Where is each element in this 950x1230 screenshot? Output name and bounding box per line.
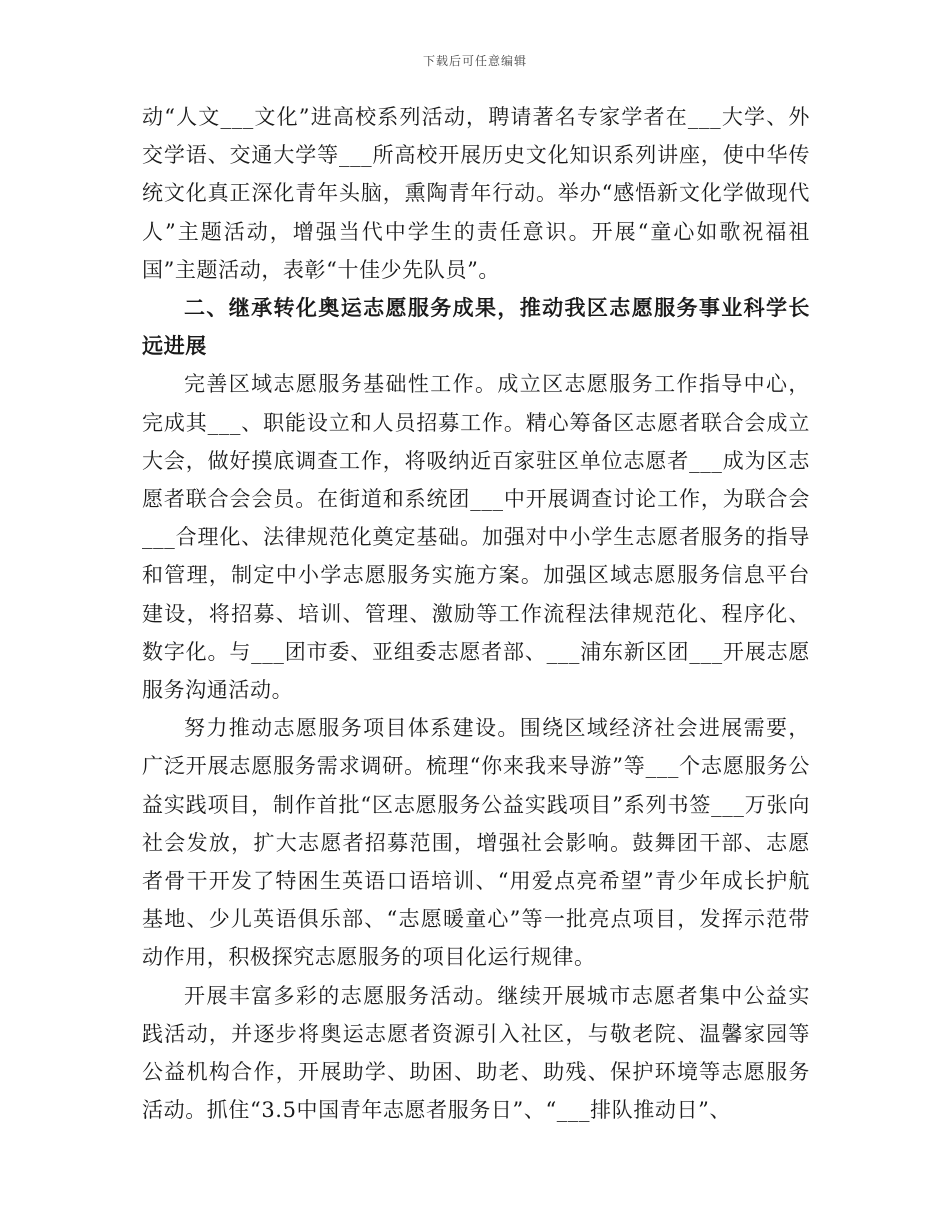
section-heading-2: 二、继承转化奥运志愿服务成果，推动我区志愿服务事业科学长远进展 (142, 295, 810, 359)
document-body (142, 98, 810, 1129)
paragraph-volunteer-activities: 开展丰富多彩的志愿服务活动。继续开展城市志愿者集中公益实践活动，并逐步将奥运志愿者资源引入社区，与敬老院、温馨家园等公益机构合作，开展助学、助困、助老、助残、保护环境等志愿服务活动。抓住“3.5中国青年志愿者服务日”、“___排队推动日”、 (142, 983, 810, 1123)
paragraph-continuation: 动“人文___文化”进高校系列活动，聘请著名专家学者在___大学、外交学语、交通大学等___所高校开展历史文化知识系列讲座，使中华传统文化真正深化青年头脑，熏陶青年行动。举办“感悟新文化学做现代人”主题活动，增强当代中学生的责任意识。开展“童心如歌祝福祖国”主题活动，表彰“十佳少先队员”。 (142, 105, 810, 282)
page-header-note: 下载后可任意编辑 (422, 54, 527, 68)
paragraph-volunteer-projects: 努力推动志愿服务项目体系建设。围绕区域经济社会进展需要，广泛开展志愿服务需求调研。梳理“你来我来导游”等___个志愿服务公益实践项目，制作首批“区志愿服务公益实践项目”系列书签___万张向社会发放，扩大志愿者招募范围，增强社会影响。鼓舞团干部、志愿者骨干开发了特困生英语口语培训、“用爱点亮希望”青少年成长护航基地、少儿英语俱乐部、“志愿暖童心”等一批亮点项目，发挥示范带动作用，积极探究志愿服务的项目化运行规律。 (142, 716, 810, 970)
paragraph-volunteer-foundation: 完善区域志愿服务基础性工作。成立区志愿服务工作指导中心，完成其___、职能设立和人员招募工作。精心筹备区志愿者联合会成立大会，做好摸底调查工作，将吸纳近百家驻区单位志愿者___成为区志愿者联合会会员。在街道和系统团___中开展调查讨论工作，为联合会___合理化、法律规范化奠定基础。加强对中小学生志愿者服务的指导和管理，制定中小学志愿服务实施方案。加强区域志愿服务信息平台建设，将招募、培训、管理、激励等工作流程法律规范化、程序化、数字化。与___团市委、亚组委志愿者部、___浦东新区团___开展志愿服务沟通活动。 (142, 372, 810, 703)
